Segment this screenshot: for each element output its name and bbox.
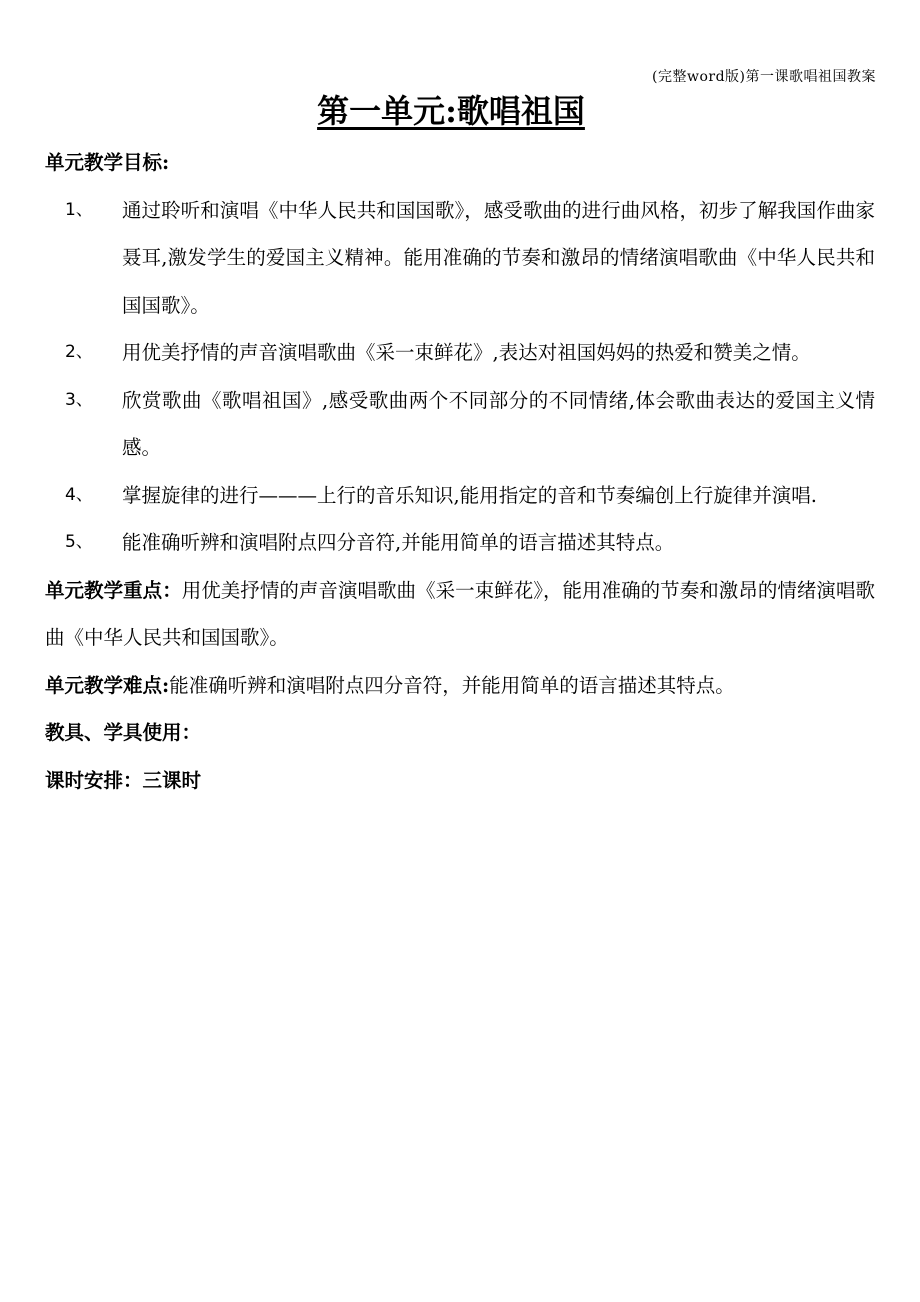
page-title [0, 88, 920, 134]
key-points-colon: ： [162, 578, 182, 602]
key-points-label: 单元教学重点 [45, 578, 163, 602]
objective-number: 3、 [65, 389, 93, 410]
objective-item [45, 519, 875, 567]
objective-item [45, 472, 875, 520]
objective-number: 2、 [65, 342, 93, 362]
page-title-text: 第一单元:歌唱祖国 [317, 92, 585, 130]
schedule-heading: 课时安排：三课时 [45, 768, 202, 792]
objectives-heading: 单元教学目标: [45, 151, 170, 174]
difficulties-paragraph [45, 662, 875, 710]
objectives-list [45, 187, 875, 567]
objective-item [45, 377, 875, 472]
difficulties-label: 单元教学难点 [45, 673, 163, 697]
difficulties-colon: : [162, 673, 170, 697]
key-points-text: 用优美抒情的声音演唱歌曲《采一束鲜花》，能用准确的节奏和激昂的情绪演唱歌曲《中华人民共和国国歌》。 [45, 578, 875, 649]
objective-text: 掌握旋律的进行———上行的音乐知识,能用指定的音和节奏编创上行旋律并演唱. [122, 483, 817, 507]
objective-number: 1、 [65, 199, 93, 220]
objective-item [45, 329, 875, 377]
document-body [45, 139, 875, 804]
objective-number: 5、 [65, 532, 93, 552]
objective-number: 4、 [65, 484, 93, 505]
tools-heading: 教具、学具使用： [45, 721, 202, 744]
objective-text: 通过聆听和演唱《中华人民共和国国歌》，感受歌曲的进行曲风格，初步了解我国作曲家聂耳,激发学生的爱国主义精神。能用准确的节奏和激昂的情绪演唱歌曲《中华人民共和国国歌》。 [122, 198, 875, 317]
objective-text: 欣赏歌曲《歌唱祖国》,感受歌曲两个不同部分的不同情绪,体会歌曲表达的爱国主义情感。 [122, 388, 875, 459]
key-points-paragraph [45, 567, 875, 662]
objective-text: 能准确听辨和演唱附点四分音符,并能用简单的语言描述其特点。 [122, 531, 675, 554]
objective-item [45, 187, 875, 330]
difficulties-text: 能准确听辨和演唱附点四分音符，并能用简单的语言描述其特点。 [169, 673, 735, 697]
document-header-note: (完整word版)第一课歌唱祖国教案 [652, 69, 876, 85]
objective-text: 用优美抒情的声音演唱歌曲《采一束鲜花》,表达对祖国妈妈的热爱和赞美之情。 [122, 341, 811, 364]
